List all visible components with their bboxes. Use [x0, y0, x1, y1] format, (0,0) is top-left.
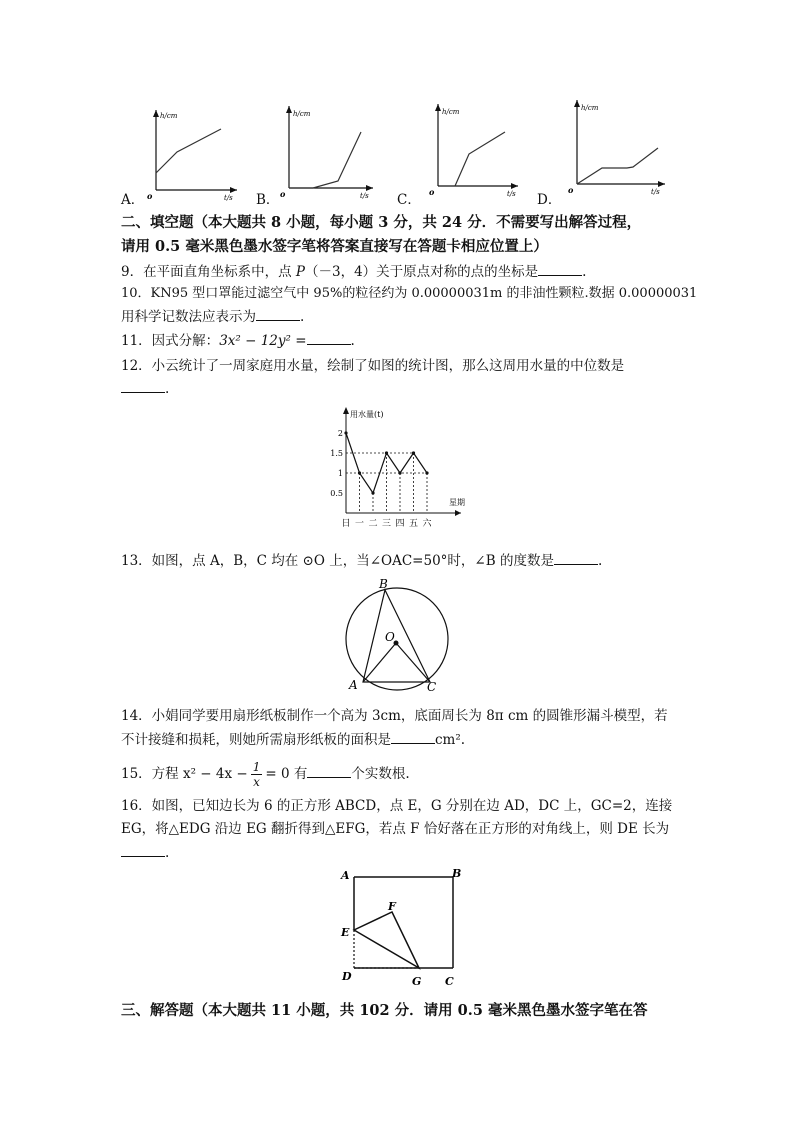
q14-end: cm².	[435, 732, 466, 748]
graph-d	[568, 100, 665, 196]
label-d: D	[342, 970, 352, 983]
q12-answer-blank[interactable]	[121, 378, 165, 393]
data-point	[385, 451, 388, 454]
y-axis-arrow	[343, 407, 349, 414]
q9-point: P	[295, 264, 305, 280]
option-graphs-svg	[115, 98, 675, 208]
q11-answer-blank[interactable]	[307, 330, 351, 345]
q13-end: .	[597, 553, 603, 569]
square-figure	[335, 862, 470, 992]
graph-c-origin: o	[429, 187, 435, 197]
data-point	[371, 491, 374, 494]
label-f: F	[388, 900, 396, 913]
circle-figure-svg	[335, 575, 460, 695]
graph-a-ylabel: h/cm	[160, 112, 178, 120]
q16-line1: 16．如图，已知边长为 6 的正方形 ABCD，点 E，G 分别在边 AD，DC 上，GC=2，连接	[121, 798, 673, 814]
y-tick-label: 0.5	[330, 489, 343, 498]
label-a: A	[341, 869, 350, 882]
option-graphs	[115, 98, 675, 208]
graph-c-ylabel: h/cm	[442, 108, 460, 116]
x-tick-label: 五	[408, 519, 419, 529]
q13-answer-blank[interactable]	[554, 550, 598, 565]
q9-mid: （－3，4）关于原点对称的点的坐标是	[304, 264, 539, 280]
q9-pre: 9．在平面直角坐标系中，点	[121, 264, 296, 280]
question-9	[121, 261, 586, 282]
x-tick-label: 日	[341, 519, 351, 529]
q10-line1: 10．KN95 型口罩能过滤空气中 95%的粒径约为 0.00000031m 的非油性颗粒.数据 0.00000031	[121, 286, 698, 301]
graph-c	[429, 104, 518, 198]
x-axis-arrow	[455, 510, 461, 516]
graph-c-xlabel: t/s	[507, 190, 516, 198]
x-tick-label: 一	[354, 519, 365, 529]
triangle-efg	[354, 912, 419, 968]
circle-figure	[335, 575, 460, 695]
q12-line2	[121, 378, 169, 399]
q16-answer-blank[interactable]	[121, 842, 165, 857]
data-point	[398, 471, 401, 474]
graph-b-origin: o	[280, 189, 286, 199]
q16-line3	[121, 842, 169, 863]
label-g: G	[412, 975, 422, 988]
q12-line1: 12．小云统计了一周家庭用水量，绘制了如图的统计图，那么这周用水量的中位数是	[121, 358, 625, 374]
y-tick-label: 1.5	[330, 449, 343, 458]
q15-answer-blank[interactable]	[307, 763, 351, 778]
q11-pre: 11．因式分解：	[121, 333, 220, 349]
data-point	[425, 471, 428, 474]
graph-a-xlabel: t/s	[224, 194, 233, 202]
q11-expr: 3x² − 12y² =	[219, 333, 307, 349]
graph-d-ylabel: h/cm	[581, 104, 599, 112]
q14-line2-pre: 不计接缝和损耗，则她所需扇形纸板的面积是	[121, 732, 391, 748]
q14-line2	[121, 729, 465, 750]
question-13	[121, 550, 602, 571]
x-axis-title: 星期	[449, 498, 465, 507]
water-usage-chart	[330, 405, 480, 530]
label-e: E	[341, 926, 350, 939]
x-tick-label: 六	[422, 519, 432, 529]
option-a-label: A．	[121, 192, 145, 208]
q14-answer-blank[interactable]	[391, 729, 435, 744]
q15-end: 个实数根.	[351, 766, 410, 782]
q16-line2: EG，将△EDG 沿边 EG 翻折得到△EFG，若点 F 恰好落在正方形的对角线上，则 DE 长为	[121, 821, 670, 837]
section2-heading-line2: 请用 0.5 毫米黑色墨水签字笔将答案直接写在答题卡相应位置上）	[121, 238, 548, 255]
data-point	[344, 431, 347, 434]
x-tick-label: 四	[395, 519, 405, 529]
q10-line2-pre: 用科学记数法应表示为	[121, 309, 256, 325]
q10-answer-blank[interactable]	[256, 306, 300, 321]
q15-pre: 15．方程 x² − 4x −	[121, 766, 248, 782]
q10-end: .	[300, 309, 305, 325]
graph-a	[147, 110, 237, 202]
q15-frac-den: x	[253, 775, 260, 789]
graph-b-xlabel: t/s	[360, 192, 369, 200]
question-11	[121, 330, 355, 351]
water-usage-chart-svg	[330, 405, 480, 530]
label-c: C	[427, 680, 437, 694]
section3-heading: 三、解答题（本大题共 11 小题，共 102 分．请用 0.5 毫米黑色墨水签字笔在答	[121, 1002, 648, 1019]
option-b-label: B．	[256, 192, 280, 208]
section2-heading-line1: 二、填空题（本大题共 8 小题，每小题 3 分，共 24 分．不需要写出解答过程，	[121, 214, 642, 231]
data-point	[412, 451, 415, 454]
y-tick-label: 1	[337, 469, 343, 478]
circle-o	[346, 588, 448, 690]
x-tick-label: 二	[368, 519, 378, 529]
label-o: O	[385, 630, 395, 644]
q10-line2	[121, 306, 304, 327]
q14-line1: 14．小娟同学要用扇形纸板制作一个高为 3cm，底面周长为 8π cm 的圆锥形漏斗模型，若	[121, 708, 668, 724]
graph-b-ylabel: h/cm	[293, 110, 311, 118]
q15-frac-num: 1	[252, 760, 261, 774]
q12-end: .	[165, 381, 170, 397]
graph-b	[280, 106, 373, 200]
q15-eq: = 0 有	[265, 766, 308, 782]
question-15	[121, 760, 410, 789]
y-axis-title: 用水量(t)	[350, 410, 384, 419]
q9-answer-blank[interactable]	[538, 261, 582, 276]
x-tick-label: 三	[381, 519, 392, 529]
triangle-abc	[363, 590, 430, 682]
label-a: A	[349, 678, 358, 692]
q9-end: .	[582, 264, 587, 280]
q16-end: .	[165, 845, 170, 861]
label-c: C	[445, 975, 454, 988]
graph-a-origin: o	[147, 191, 153, 201]
label-b: B	[379, 577, 388, 591]
square-figure-svg	[335, 862, 470, 992]
q13-text: 13．如图，点 A，B，C 均在 ⊙O 上，当∠OAC=50°时，∠B 的度数是	[121, 553, 554, 569]
option-d-label: D．	[537, 192, 562, 208]
graph-d-xlabel: t/s	[651, 188, 660, 196]
label-b: B	[452, 867, 462, 880]
data-point	[358, 471, 361, 474]
y-tick-label: 2	[337, 429, 343, 438]
option-c-label: C．	[397, 192, 421, 208]
graph-d-origin: o	[568, 185, 574, 195]
q11-end: .	[350, 333, 355, 349]
